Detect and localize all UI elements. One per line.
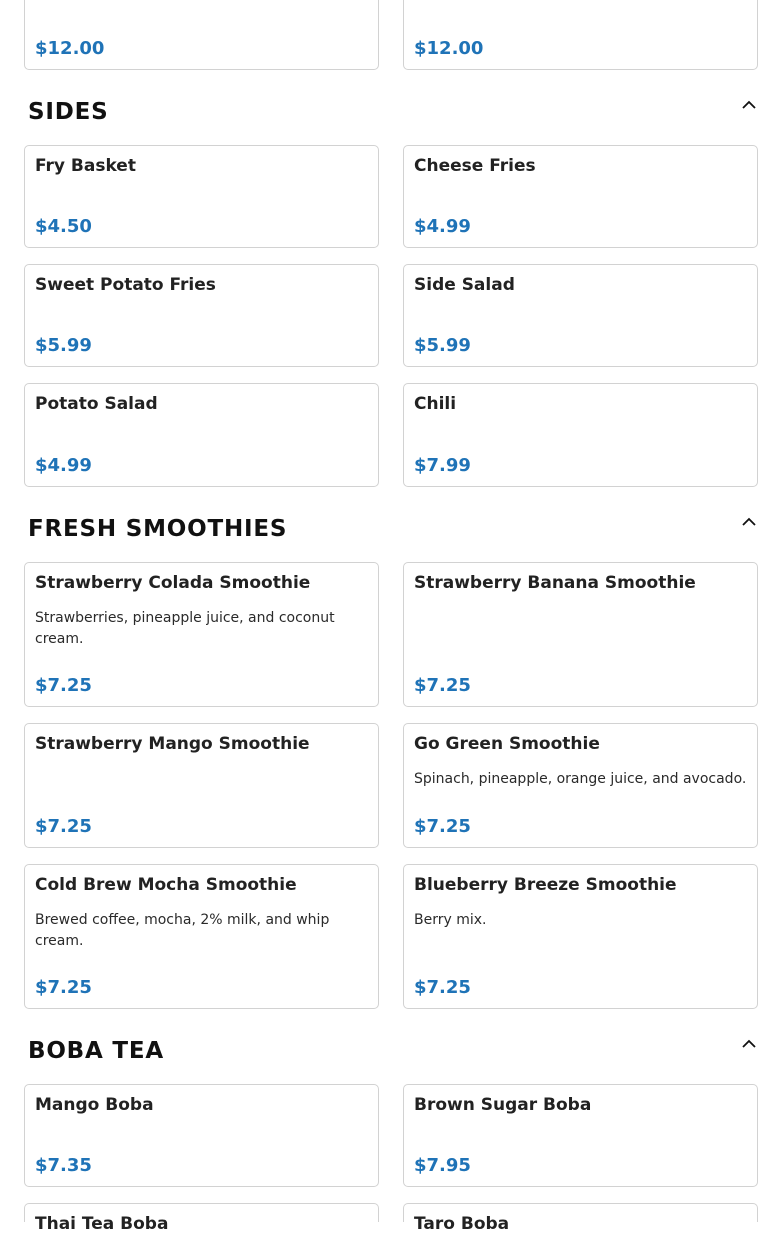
item-name: Blueberry Breeze Smoothie bbox=[414, 875, 677, 895]
item-description: Brewed coffee, mocha, 2% milk, and whip cream. bbox=[35, 912, 330, 949]
item-name: Strawberry Mango Smoothie bbox=[35, 734, 310, 754]
item-description: Strawberries, pineapple juice, and coconut cream. bbox=[35, 610, 335, 647]
menu-item-card[interactable] bbox=[403, 0, 758, 70]
item-name: Chili bbox=[414, 394, 457, 414]
item-name: Potato Salad bbox=[35, 394, 158, 414]
item-name: Side Salad bbox=[414, 275, 515, 295]
item-price: $7.25 bbox=[35, 675, 92, 696]
menu-item-card[interactable] bbox=[403, 562, 758, 707]
menu-item-card[interactable] bbox=[403, 1084, 758, 1187]
menu-item-card[interactable] bbox=[403, 145, 758, 248]
item-name: Fry Basket bbox=[35, 156, 136, 176]
menu-item-card[interactable] bbox=[24, 1084, 379, 1187]
item-name: Go Green Smoothie bbox=[414, 734, 600, 754]
menu-item-card[interactable] bbox=[24, 723, 379, 848]
menu-item-card[interactable] bbox=[24, 0, 379, 70]
item-name: Mango Boba bbox=[35, 1095, 154, 1115]
item-price: $5.99 bbox=[414, 335, 471, 356]
item-price: $7.25 bbox=[35, 977, 92, 998]
item-name: Strawberry Banana Smoothie bbox=[414, 573, 696, 593]
item-price: $4.50 bbox=[35, 216, 92, 237]
item-price: $7.25 bbox=[414, 816, 471, 837]
section-title: FRESH SMOOTHIES bbox=[28, 516, 288, 542]
item-price: $4.99 bbox=[35, 455, 92, 476]
menu-item-card[interactable] bbox=[403, 383, 758, 487]
item-price: $7.25 bbox=[414, 675, 471, 696]
item-price: $7.35 bbox=[35, 1155, 92, 1176]
item-price: $12.00 bbox=[35, 38, 105, 59]
menu-item-card[interactable] bbox=[403, 264, 758, 367]
item-name: Cheese Fries bbox=[414, 156, 536, 176]
chevron-up-icon[interactable] bbox=[738, 93, 760, 115]
item-price: $4.99 bbox=[414, 216, 471, 237]
item-price: $7.25 bbox=[414, 977, 471, 998]
item-name: Thai Tea Boba bbox=[35, 1214, 169, 1234]
menu-item-card[interactable] bbox=[24, 264, 379, 367]
item-price: $7.25 bbox=[35, 816, 92, 837]
menu-item-card[interactable] bbox=[24, 562, 379, 707]
section-header-fresh-smoothies[interactable] bbox=[0, 510, 782, 550]
section-header-boba-tea[interactable] bbox=[0, 1032, 782, 1072]
chevron-up-icon[interactable] bbox=[738, 510, 760, 532]
menu-item-card[interactable] bbox=[24, 145, 379, 248]
item-description: Spinach, pineapple, orange juice, and avocado. bbox=[414, 771, 747, 787]
section-title: BOBA TEA bbox=[28, 1038, 165, 1064]
item-price: $7.99 bbox=[414, 455, 471, 476]
item-name: Brown Sugar Boba bbox=[414, 1095, 592, 1115]
item-name: Cold Brew Mocha Smoothie bbox=[35, 875, 297, 895]
item-price: $12.00 bbox=[414, 38, 484, 59]
section-header-sides[interactable] bbox=[0, 93, 782, 133]
item-price: $7.95 bbox=[414, 1155, 471, 1176]
item-name: Taro Boba bbox=[414, 1214, 510, 1234]
menu-item-card[interactable] bbox=[403, 723, 758, 848]
item-name: Sweet Potato Fries bbox=[35, 275, 216, 295]
item-description: Berry mix. bbox=[414, 912, 487, 928]
item-name: Strawberry Colada Smoothie bbox=[35, 573, 311, 593]
menu-item-card[interactable] bbox=[403, 1203, 758, 1234]
menu-item-card[interactable] bbox=[24, 1203, 379, 1234]
chevron-up-icon[interactable] bbox=[738, 1032, 760, 1054]
menu-item-card[interactable] bbox=[24, 383, 379, 487]
section-title: SIDES bbox=[28, 99, 109, 125]
item-price: $5.99 bbox=[35, 335, 92, 356]
menu-item-card[interactable] bbox=[24, 864, 379, 1009]
menu-item-card[interactable] bbox=[403, 864, 758, 1009]
